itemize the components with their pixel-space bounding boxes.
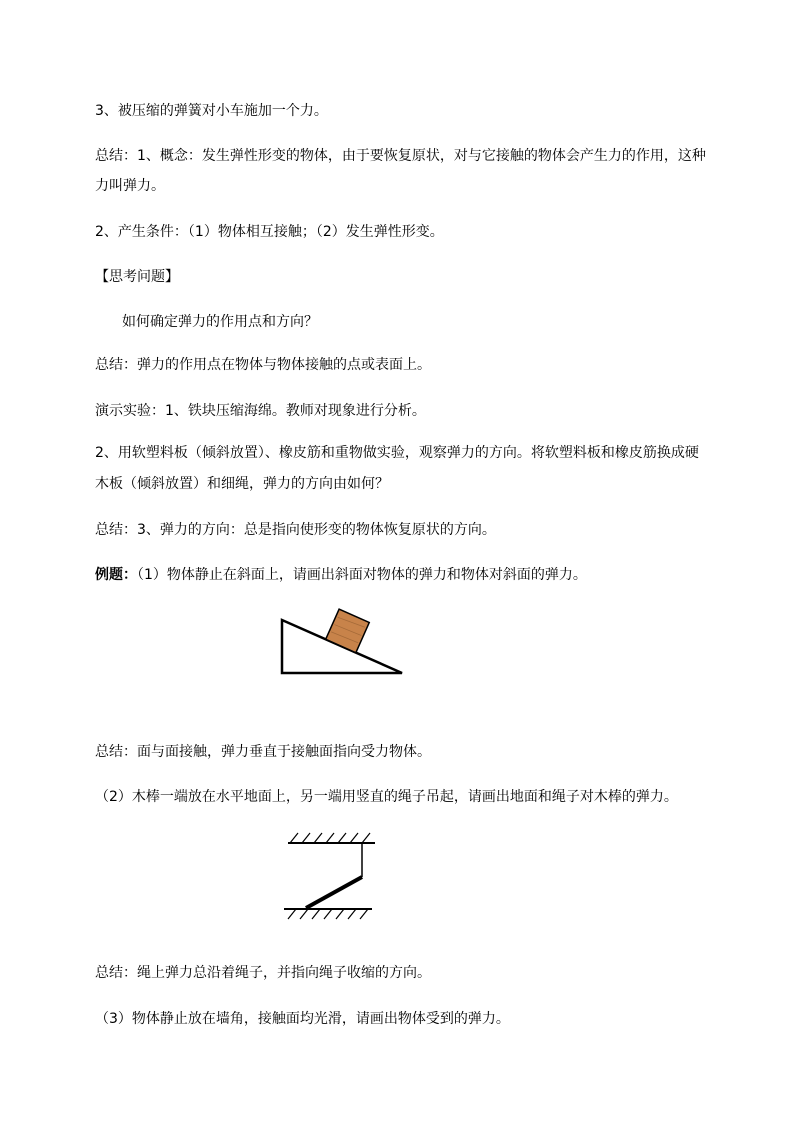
summary-action-point: 总结：弹力的作用点在物体与物体接触的点或表面上。 [95,357,431,373]
ground-hatching [288,909,368,919]
think-question-heading: 【思考问题】 [95,269,179,285]
experiment-2-line-1: 2、用软塑料板（倾斜放置）、橡皮筋和重物做实验，观察弹力的方向。将软塑料板和橡皮筋换成硬 [95,445,699,461]
demo-experiment-line: 演示实验：1、铁块压缩海绵。教师对现象进行分析。 [95,403,426,419]
example-3-line: （3）物体静止放在墙角，接触面均光滑，请画出物体受到的弹力。 [95,1011,510,1027]
summary-concept-line-2: 力叫弹力。 [95,178,165,194]
example-label: 例题： [95,567,137,583]
summary-surface-contact: 总结：面与面接触，弹力垂直于接触面指向受力物体。 [95,744,431,760]
ceiling-hatching [290,833,370,843]
rod [306,877,362,908]
condition-line: 2、产生条件：（1）物体相互接触；（2）发生弹性形变。 [95,224,444,240]
summary-concept-line-1: 总结：1、概念：发生弹性形变的物体，由于要恢复原状，对与它接触的物体会产生力的作用，这种 [95,148,706,164]
example-1-text: （1）物体静止在斜面上，请画出斜面对物体的弹力和物体对斜面的弹力。 [137,567,587,583]
incline-figure [270,600,410,680]
experiment-2-line-2: 木板（倾斜放置）和细绳，弹力的方向由如何？ [95,476,389,492]
example-1-line [95,565,587,585]
rod-figure [280,825,380,920]
summary-rope-force: 总结：绳上弹力总沿着绳子，并指向绳子收缩的方向。 [95,965,431,981]
example-2-line: （2）木棒一端放在水平地面上，另一端用竖直的绳子吊起，请画出地面和绳子对木棒的弹力。 [95,789,678,805]
block [326,609,370,653]
text-line-1: 3、被压缩的弹簧对小车施加一个力。 [95,103,328,119]
think-question-text: 如何确定弹力的作用点和方向？ [122,314,318,330]
summary-direction: 总结：3、弹力的方向：总是指向使形变的物体恢复原状的方向。 [95,522,496,538]
